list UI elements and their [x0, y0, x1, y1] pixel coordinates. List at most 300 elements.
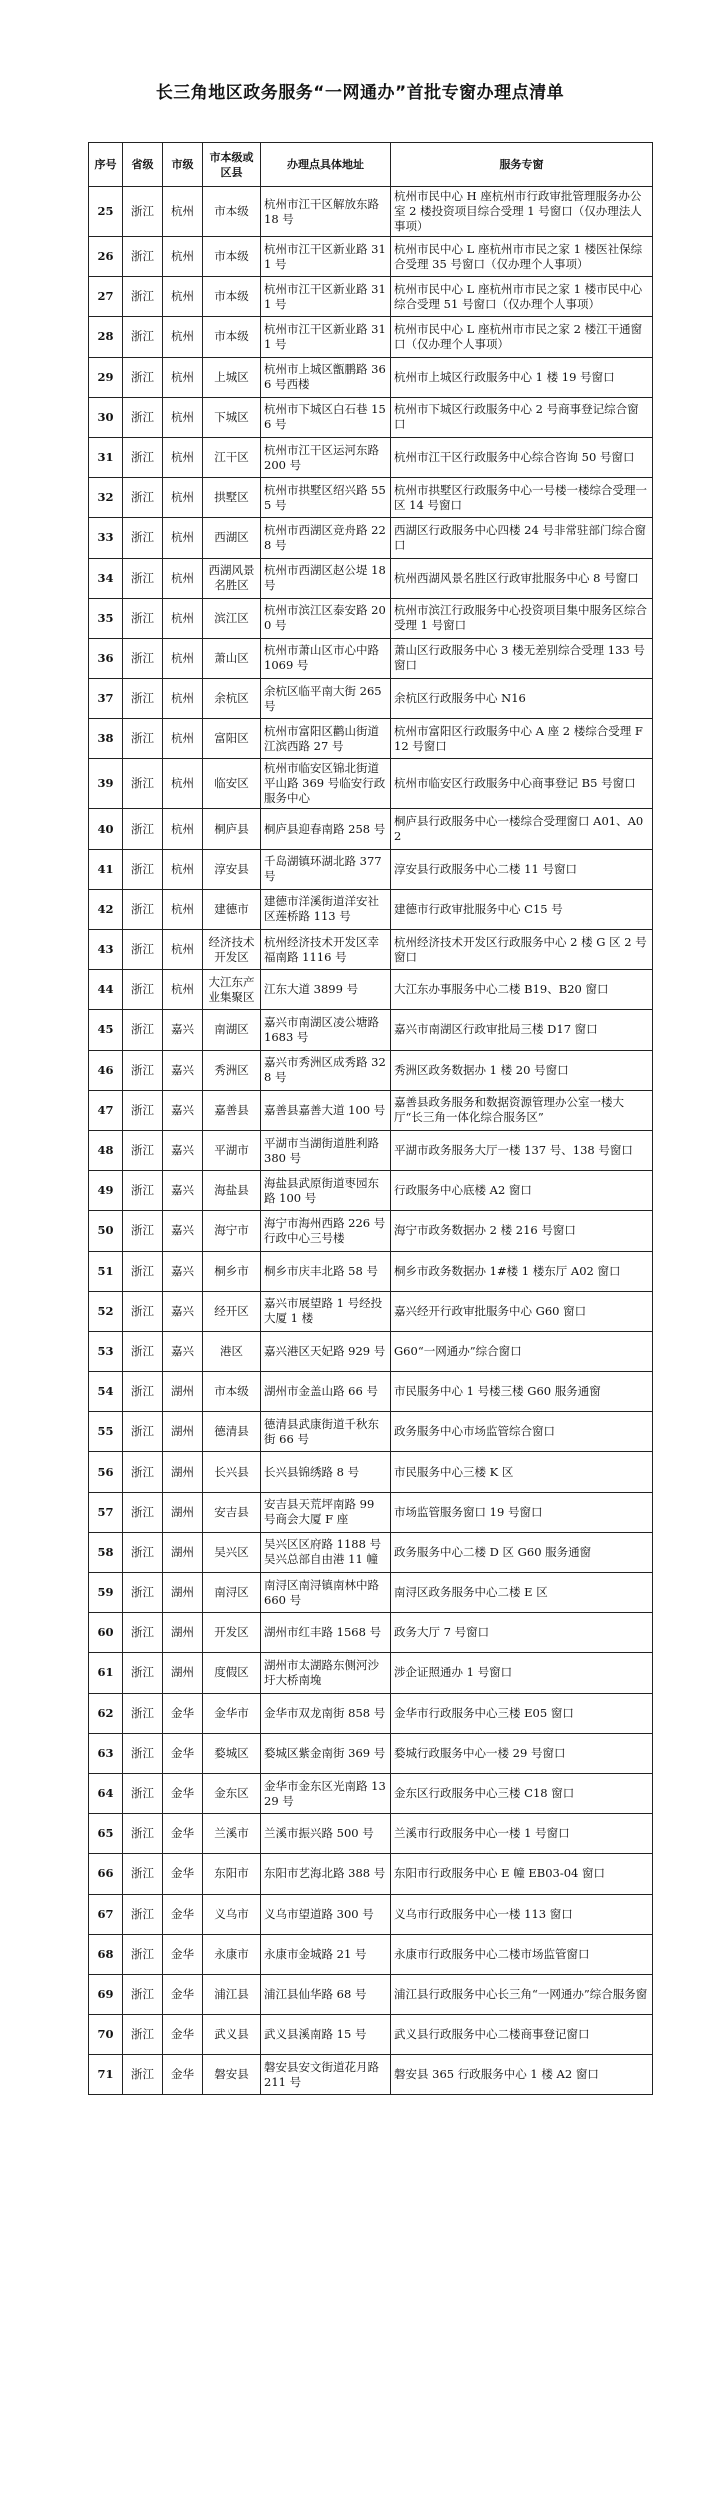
district-cell: 大江东产业集聚区 [203, 970, 261, 1010]
province-cell: 浙江 [123, 849, 163, 889]
service-window-cell: 市民服务中心 1 号楼三楼 G60 服务通窗 [391, 1372, 653, 1412]
province-cell: 浙江 [123, 357, 163, 397]
province-cell: 浙江 [123, 889, 163, 929]
service-window-cell: 义乌市行政服务中心一楼 113 窗口 [391, 1894, 653, 1934]
row-number: 41 [89, 849, 123, 889]
city-cell: 湖州 [163, 1412, 203, 1452]
province-cell: 浙江 [123, 1452, 163, 1492]
city-cell: 金华 [163, 1934, 203, 1974]
service-window-cell: 桐庐县行政服务中心一楼综合受理窗口 A01、A02 [391, 809, 653, 849]
province-cell: 浙江 [123, 1251, 163, 1291]
city-cell: 嘉兴 [163, 1130, 203, 1170]
table-row [89, 437, 653, 477]
address-cell: 江东大道 3899 号 [261, 970, 391, 1010]
province-cell: 浙江 [123, 187, 163, 237]
table-row [89, 1331, 653, 1371]
province-cell: 浙江 [123, 1492, 163, 1532]
address-cell: 义乌市望道路 300 号 [261, 1894, 391, 1934]
table-row [89, 558, 653, 598]
province-cell: 浙江 [123, 1291, 163, 1331]
city-cell: 金华 [163, 1733, 203, 1773]
city-cell: 金华 [163, 1894, 203, 1934]
table-row [89, 1412, 653, 1452]
district-cell: 长兴县 [203, 1452, 261, 1492]
table-row [89, 809, 653, 849]
city-cell: 湖州 [163, 1492, 203, 1532]
row-number: 27 [89, 277, 123, 317]
service-window-cell: 嘉兴经开行政审批服务中心 G60 窗口 [391, 1291, 653, 1331]
table-row [89, 1291, 653, 1331]
service-window-cell: 武义县行政服务中心二楼商事登记窗口 [391, 2015, 653, 2055]
district-cell: 拱墅区 [203, 478, 261, 518]
service-window-cell: 浦江县行政服务中心长三角“一网通办”综合服务窗 [391, 1974, 653, 2014]
row-number: 64 [89, 1773, 123, 1813]
row-number: 26 [89, 237, 123, 277]
city-cell: 杭州 [163, 679, 203, 719]
address-cell: 安吉县天荒坪南路 99 号商会大厦 F 座 [261, 1492, 391, 1532]
service-window-cell: 磐安县 365 行政服务中心 1 楼 A2 窗口 [391, 2055, 653, 2095]
service-window-table [88, 142, 653, 2095]
province-cell: 浙江 [123, 679, 163, 719]
city-cell: 湖州 [163, 1372, 203, 1412]
address-cell: 长兴县锦绣路 8 号 [261, 1452, 391, 1492]
district-cell: 桐乡市 [203, 1251, 261, 1291]
district-cell: 西湖风景名胜区 [203, 558, 261, 598]
table-row [89, 759, 653, 809]
service-window-cell: 平湖市政务服务大厅一楼 137 号、138 号窗口 [391, 1130, 653, 1170]
table-row [89, 1010, 653, 1050]
address-cell: 建德市洋溪街道洋安社区莲桥路 113 号 [261, 889, 391, 929]
table-row [89, 970, 653, 1010]
province-cell: 浙江 [123, 1573, 163, 1613]
service-window-cell: 余杭区行政服务中心 N16 [391, 679, 653, 719]
district-cell: 桐庐县 [203, 809, 261, 849]
province-cell: 浙江 [123, 317, 163, 357]
row-number: 65 [89, 1814, 123, 1854]
city-cell: 湖州 [163, 1452, 203, 1492]
address-cell: 杭州市江干区新业路 311 号 [261, 237, 391, 277]
city-cell: 杭州 [163, 187, 203, 237]
table-row [89, 187, 653, 237]
province-cell: 浙江 [123, 277, 163, 317]
district-cell: 港区 [203, 1331, 261, 1371]
address-cell: 嘉兴市南湖区凌公塘路 1683 号 [261, 1010, 391, 1050]
table-row [89, 1492, 653, 1532]
province-cell: 浙江 [123, 1090, 163, 1130]
district-cell: 市本级 [203, 237, 261, 277]
header-address: 办理点具体地址 [261, 143, 391, 187]
city-cell: 杭州 [163, 598, 203, 638]
service-window-cell: 萧山区行政服务中心 3 楼无差别综合受理 133 号窗口 [391, 638, 653, 678]
address-cell: 嘉兴港区天妃路 929 号 [261, 1331, 391, 1371]
province-cell: 浙江 [123, 1331, 163, 1371]
address-cell: 南浔区南浔镇南林中路 660 号 [261, 1573, 391, 1613]
province-cell: 浙江 [123, 1653, 163, 1693]
row-number: 68 [89, 1934, 123, 1974]
district-cell: 金东区 [203, 1773, 261, 1813]
district-cell: 经济技术开发区 [203, 930, 261, 970]
service-window-cell: 嘉善县政务服务和数据资源管理办公室一楼大厅“长三角一体化综合服务区” [391, 1090, 653, 1130]
row-number: 44 [89, 970, 123, 1010]
district-cell: 金华市 [203, 1693, 261, 1733]
address-cell: 杭州市西湖区竞舟路 228 号 [261, 518, 391, 558]
city-cell: 湖州 [163, 1532, 203, 1572]
service-window-cell: G60“一网通办”综合窗口 [391, 1331, 653, 1371]
table-row [89, 518, 653, 558]
service-window-cell: 大江东办事服务中心二楼 B19、B20 窗口 [391, 970, 653, 1010]
province-cell: 浙江 [123, 638, 163, 678]
row-number: 29 [89, 357, 123, 397]
row-number: 56 [89, 1452, 123, 1492]
district-cell: 兰溪市 [203, 1814, 261, 1854]
address-cell: 海宁市海州西路 226 号行政中心三号楼 [261, 1211, 391, 1251]
city-cell: 嘉兴 [163, 1050, 203, 1090]
province-cell: 浙江 [123, 759, 163, 809]
city-cell: 嘉兴 [163, 1291, 203, 1331]
row-number: 36 [89, 638, 123, 678]
province-cell: 浙江 [123, 809, 163, 849]
city-cell: 杭州 [163, 930, 203, 970]
city-cell: 杭州 [163, 237, 203, 277]
service-window-cell: 市场监管服务窗口 19 号窗口 [391, 1492, 653, 1532]
row-number: 70 [89, 2015, 123, 2055]
row-number: 61 [89, 1653, 123, 1693]
table-row [89, 478, 653, 518]
service-window-cell: 涉企证照通办 1 号窗口 [391, 1653, 653, 1693]
address-cell: 杭州市滨江区泰安路 200 号 [261, 598, 391, 638]
district-cell: 建德市 [203, 889, 261, 929]
province-cell: 浙江 [123, 970, 163, 1010]
service-window-cell: 政务服务中心二楼 D 区 G60 服务通窗 [391, 1532, 653, 1572]
city-cell: 金华 [163, 1854, 203, 1894]
row-number: 30 [89, 397, 123, 437]
address-cell: 杭州市富阳区鹳山街道江滨西路 27 号 [261, 719, 391, 759]
province-cell: 浙江 [123, 558, 163, 598]
table-row [89, 1372, 653, 1412]
row-number: 63 [89, 1733, 123, 1773]
service-window-cell: 兰溪市行政服务中心一楼 1 号窗口 [391, 1814, 653, 1854]
header-no: 序号 [89, 143, 123, 187]
table-row [89, 2055, 653, 2095]
service-window-cell: 西湖区行政服务中心四楼 24 号非常驻部门综合窗口 [391, 518, 653, 558]
province-cell: 浙江 [123, 2055, 163, 2095]
row-number: 47 [89, 1090, 123, 1130]
district-cell: 经开区 [203, 1291, 261, 1331]
row-number: 43 [89, 930, 123, 970]
service-window-cell: 杭州市临安区行政服务中心商事登记 B5 号窗口 [391, 759, 653, 809]
address-cell: 杭州市西湖区赵公堤 18 号 [261, 558, 391, 598]
address-cell: 杭州市江干区新业路 311 号 [261, 277, 391, 317]
address-cell: 金华市金东区光南路 1329 号 [261, 1773, 391, 1813]
district-cell: 安吉县 [203, 1492, 261, 1532]
city-cell: 杭州 [163, 809, 203, 849]
city-cell: 杭州 [163, 478, 203, 518]
district-cell: 淳安县 [203, 849, 261, 889]
address-cell: 湖州市红丰路 1568 号 [261, 1613, 391, 1653]
province-cell: 浙江 [123, 1372, 163, 1412]
row-number: 67 [89, 1894, 123, 1934]
city-cell: 嘉兴 [163, 1171, 203, 1211]
service-window-cell: 金华市行政服务中心三楼 E05 窗口 [391, 1693, 653, 1733]
district-cell: 开发区 [203, 1613, 261, 1653]
district-cell: 嘉善县 [203, 1090, 261, 1130]
row-number: 57 [89, 1492, 123, 1532]
row-number: 52 [89, 1291, 123, 1331]
city-cell: 湖州 [163, 1653, 203, 1693]
city-cell: 杭州 [163, 849, 203, 889]
service-window-cell: 杭州市滨江行政服务中心投资项目集中服务区综合受理 1 号窗口 [391, 598, 653, 638]
district-cell: 婺城区 [203, 1733, 261, 1773]
table-row [89, 1974, 653, 2014]
address-cell: 金华市双龙南街 858 号 [261, 1693, 391, 1733]
header-city: 市级 [163, 143, 203, 187]
address-cell: 杭州市临安区锦北街道平山路 369 号临安行政服务中心 [261, 759, 391, 809]
service-window-cell: 政务服务中心市场监管综合窗口 [391, 1412, 653, 1452]
province-cell: 浙江 [123, 1814, 163, 1854]
district-cell: 富阳区 [203, 719, 261, 759]
district-cell: 永康市 [203, 1934, 261, 1974]
province-cell: 浙江 [123, 1532, 163, 1572]
city-cell: 金华 [163, 2015, 203, 2055]
service-window-cell: 杭州经济技术开发区行政服务中心 2 楼 G 区 2 号窗口 [391, 930, 653, 970]
city-cell: 杭州 [163, 518, 203, 558]
address-cell: 吴兴区区府路 1188 号吴兴总部自由港 11 幢 [261, 1532, 391, 1572]
province-cell: 浙江 [123, 1773, 163, 1813]
district-cell: 萧山区 [203, 638, 261, 678]
city-cell: 金华 [163, 1773, 203, 1813]
table-row [89, 1211, 653, 1251]
service-window-cell: 嘉兴市南湖区行政审批局三楼 D17 窗口 [391, 1010, 653, 1050]
province-cell: 浙江 [123, 2015, 163, 2055]
address-cell: 嘉兴市秀洲区成秀路 328 号 [261, 1050, 391, 1090]
city-cell: 嘉兴 [163, 1010, 203, 1050]
address-cell: 德清县武康街道千秋东街 66 号 [261, 1412, 391, 1452]
service-window-cell: 行政服务中心底楼 A2 窗口 [391, 1171, 653, 1211]
city-cell: 金华 [163, 1814, 203, 1854]
city-cell: 嘉兴 [163, 1331, 203, 1371]
province-cell: 浙江 [123, 397, 163, 437]
table-row [89, 317, 653, 357]
service-window-cell: 永康市行政服务中心二楼市场监管窗口 [391, 1934, 653, 1974]
row-number: 31 [89, 437, 123, 477]
table-row [89, 1934, 653, 1974]
row-number: 32 [89, 478, 123, 518]
province-cell: 浙江 [123, 1693, 163, 1733]
city-cell: 杭州 [163, 970, 203, 1010]
row-number: 54 [89, 1372, 123, 1412]
address-cell: 杭州市江干区新业路 311 号 [261, 317, 391, 357]
district-cell: 临安区 [203, 759, 261, 809]
address-cell: 杭州市下城区白石巷 156 号 [261, 397, 391, 437]
table-row [89, 1452, 653, 1492]
row-number: 50 [89, 1211, 123, 1251]
service-window-cell: 杭州市民中心 L 座杭州市市民之家 1 楼医社保综合受理 35 号窗口（仅办理个人事项） [391, 237, 653, 277]
province-cell: 浙江 [123, 719, 163, 759]
province-cell: 浙江 [123, 1010, 163, 1050]
district-cell: 浦江县 [203, 1974, 261, 2014]
address-cell: 千岛湖镇环湖北路 377 号 [261, 849, 391, 889]
district-cell: 南浔区 [203, 1573, 261, 1613]
table-row [89, 638, 653, 678]
address-cell: 杭州市萧山区市心中路 1069 号 [261, 638, 391, 678]
row-number: 53 [89, 1331, 123, 1371]
table-row [89, 2015, 653, 2055]
row-number: 48 [89, 1130, 123, 1170]
service-window-cell: 杭州市富阳区行政服务中心 A 座 2 楼综合受理 F12 号窗口 [391, 719, 653, 759]
service-window-cell: 杭州市江干区行政服务中心综合咨询 50 号窗口 [391, 437, 653, 477]
district-cell: 滨江区 [203, 598, 261, 638]
table-row [89, 1613, 653, 1653]
address-cell: 余杭区临平南大街 265 号 [261, 679, 391, 719]
district-cell: 德清县 [203, 1412, 261, 1452]
district-cell: 海盐县 [203, 1171, 261, 1211]
city-cell: 金华 [163, 2055, 203, 2095]
district-cell: 南湖区 [203, 1010, 261, 1050]
district-cell: 西湖区 [203, 518, 261, 558]
address-cell: 湖州市金盖山路 66 号 [261, 1372, 391, 1412]
service-window-cell: 杭州市上城区行政服务中心 1 楼 19 号窗口 [391, 357, 653, 397]
table-row [89, 277, 653, 317]
address-cell: 磐安县安文街道花月路 211 号 [261, 2055, 391, 2095]
row-number: 25 [89, 187, 123, 237]
row-number: 59 [89, 1573, 123, 1613]
province-cell: 浙江 [123, 1412, 163, 1452]
address-cell: 兰溪市振兴路 500 号 [261, 1814, 391, 1854]
province-cell: 浙江 [123, 930, 163, 970]
service-window-cell: 海宁市政务数据办 2 楼 216 号窗口 [391, 1211, 653, 1251]
city-cell: 嘉兴 [163, 1090, 203, 1130]
table-row [89, 1894, 653, 1934]
address-cell: 湖州市太湖路东侧河沙圩大桥南堍 [261, 1653, 391, 1693]
province-cell: 浙江 [123, 598, 163, 638]
city-cell: 杭州 [163, 397, 203, 437]
table-row [89, 1773, 653, 1813]
district-cell: 市本级 [203, 187, 261, 237]
district-cell: 吴兴区 [203, 1532, 261, 1572]
province-cell: 浙江 [123, 1130, 163, 1170]
table-row [89, 1532, 653, 1572]
row-number: 40 [89, 809, 123, 849]
row-number: 39 [89, 759, 123, 809]
city-cell: 杭州 [163, 759, 203, 809]
city-cell: 杭州 [163, 889, 203, 929]
service-window-cell: 杭州市民中心 L 座杭州市市民之家 1 楼市民中心综合受理 51 号窗口（仅办理个人事项） [391, 277, 653, 317]
table-row [89, 1733, 653, 1773]
row-number: 71 [89, 2055, 123, 2095]
service-window-cell: 杭州市拱墅区行政服务中心一号楼一楼综合受理一区 14 号窗口 [391, 478, 653, 518]
address-cell: 婺城区紫金南街 369 号 [261, 1733, 391, 1773]
address-cell: 武义县溪南路 15 号 [261, 2015, 391, 2055]
province-cell: 浙江 [123, 518, 163, 558]
table-row [89, 1573, 653, 1613]
district-cell: 市本级 [203, 1372, 261, 1412]
row-number: 69 [89, 1974, 123, 2014]
province-cell: 浙江 [123, 1934, 163, 1974]
city-cell: 湖州 [163, 1573, 203, 1613]
service-window-cell: 杭州西湖风景名胜区行政审批服务中心 8 号窗口 [391, 558, 653, 598]
row-number: 46 [89, 1050, 123, 1090]
district-cell: 磐安县 [203, 2055, 261, 2095]
address-cell: 杭州市江干区运河东路 200 号 [261, 437, 391, 477]
district-cell: 武义县 [203, 2015, 261, 2055]
header-district: 市本级或区县 [203, 143, 261, 187]
district-cell: 度假区 [203, 1653, 261, 1693]
row-number: 60 [89, 1613, 123, 1653]
table-row [89, 1251, 653, 1291]
province-cell: 浙江 [123, 437, 163, 477]
address-cell: 海盐县武原街道枣园东路 100 号 [261, 1171, 391, 1211]
address-cell: 浦江县仙华路 68 号 [261, 1974, 391, 2014]
row-number: 49 [89, 1171, 123, 1211]
row-number: 66 [89, 1854, 123, 1894]
province-cell: 浙江 [123, 1050, 163, 1090]
province-cell: 浙江 [123, 1733, 163, 1773]
district-cell: 义乌市 [203, 1894, 261, 1934]
district-cell: 市本级 [203, 317, 261, 357]
table-row [89, 679, 653, 719]
table-row [89, 397, 653, 437]
city-cell: 杭州 [163, 277, 203, 317]
table-row [89, 719, 653, 759]
table-row [89, 1854, 653, 1894]
province-cell: 浙江 [123, 1211, 163, 1251]
service-window-cell: 杭州市民中心 L 座杭州市市民之家 2 楼江干通窗口（仅办理个人事项） [391, 317, 653, 357]
service-window-cell: 淳安县行政服务中心二楼 11 号窗口 [391, 849, 653, 889]
city-cell: 嘉兴 [163, 1211, 203, 1251]
address-cell: 杭州市上城区甑鹏路 366 号西楼 [261, 357, 391, 397]
address-cell: 东阳市艺海北路 388 号 [261, 1854, 391, 1894]
table-header-row [89, 143, 653, 187]
row-number: 55 [89, 1412, 123, 1452]
district-cell: 余杭区 [203, 679, 261, 719]
district-cell: 东阳市 [203, 1854, 261, 1894]
row-number: 37 [89, 679, 123, 719]
table-row [89, 889, 653, 929]
service-window-cell: 秀洲区政务数据办 1 楼 20 号窗口 [391, 1050, 653, 1090]
city-cell: 杭州 [163, 437, 203, 477]
service-window-cell: 市民服务中心三楼 K 区 [391, 1452, 653, 1492]
district-cell: 海宁市 [203, 1211, 261, 1251]
service-window-cell: 建德市行政审批服务中心 C15 号 [391, 889, 653, 929]
service-window-cell: 南浔区政务服务中心二楼 E 区 [391, 1573, 653, 1613]
province-cell: 浙江 [123, 1894, 163, 1934]
table-row [89, 1090, 653, 1130]
table-row [89, 598, 653, 638]
province-cell: 浙江 [123, 1171, 163, 1211]
district-cell: 下城区 [203, 397, 261, 437]
row-number: 33 [89, 518, 123, 558]
table-row [89, 237, 653, 277]
province-cell: 浙江 [123, 237, 163, 277]
table-row [89, 1130, 653, 1170]
row-number: 38 [89, 719, 123, 759]
table-row [89, 357, 653, 397]
row-number: 35 [89, 598, 123, 638]
service-window-cell: 政务大厅 7 号窗口 [391, 1613, 653, 1653]
address-cell: 嘉兴市展望路 1 号经投大厦 1 楼 [261, 1291, 391, 1331]
address-cell: 桐乡市庆丰北路 58 号 [261, 1251, 391, 1291]
city-cell: 湖州 [163, 1613, 203, 1653]
district-cell: 江干区 [203, 437, 261, 477]
province-cell: 浙江 [123, 1613, 163, 1653]
province-cell: 浙江 [123, 1974, 163, 2014]
header-service-window: 服务专窗 [391, 143, 653, 187]
city-cell: 杭州 [163, 357, 203, 397]
address-cell: 嘉善县嘉善大道 100 号 [261, 1090, 391, 1130]
service-window-cell: 桐乡市政务数据办 1#楼 1 楼东厅 A02 窗口 [391, 1251, 653, 1291]
address-cell: 杭州市拱墅区绍兴路 555 号 [261, 478, 391, 518]
row-number: 42 [89, 889, 123, 929]
